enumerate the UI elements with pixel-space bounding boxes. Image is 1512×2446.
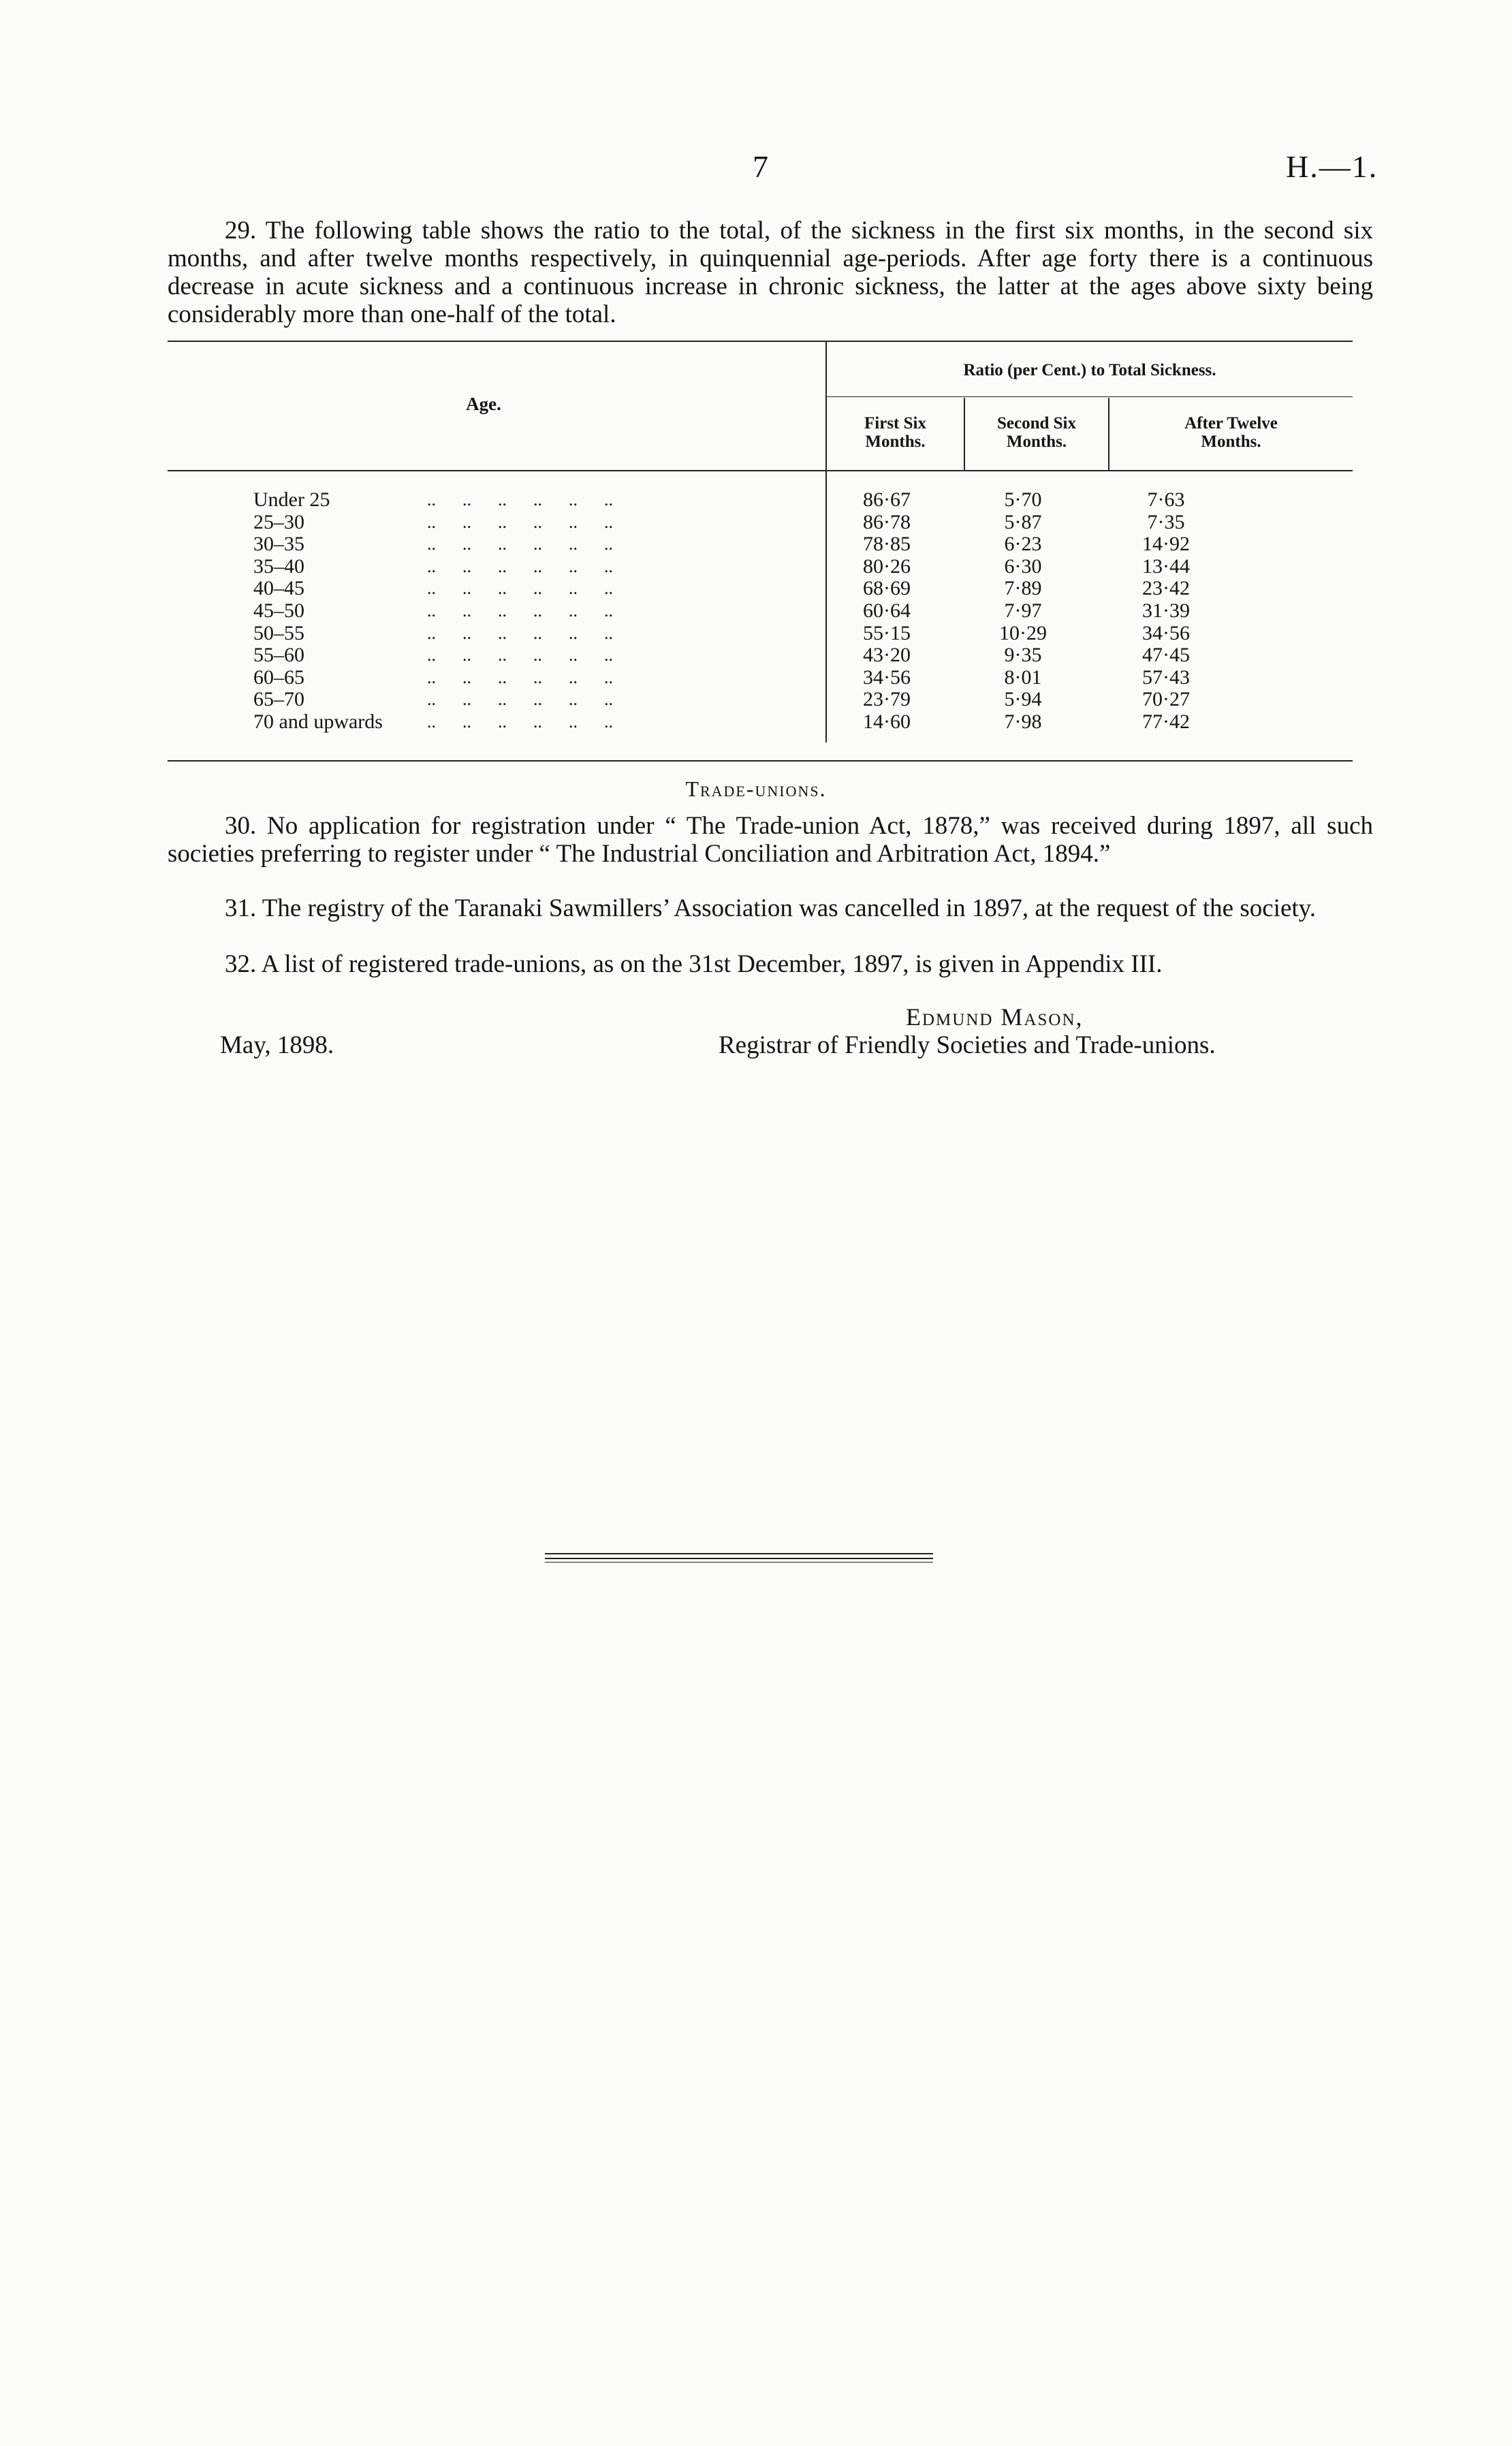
age-cell: Under 25 [253, 488, 330, 511]
second-six-months-value: 7·97 [1004, 599, 1042, 622]
signature-name: Edmund Mason, [906, 1003, 1084, 1031]
after-twelve-months-value: 7·63 [1147, 488, 1185, 511]
document-reference: H.—1. [1286, 149, 1379, 184]
table-divider-age [825, 341, 827, 471]
after-twelve-months-value: 57·43 [1142, 665, 1190, 689]
first-six-months-value: 43·20 [863, 644, 911, 667]
first-six-months-value: 80·26 [863, 554, 911, 578]
table-header-rule [168, 470, 1353, 471]
second-six-months-value: 5·70 [1004, 488, 1042, 511]
first-six-months-value: 68·69 [863, 577, 911, 600]
age-cell: 65–70 [253, 688, 304, 711]
after-twelve-months-header [1109, 414, 1353, 451]
first-six-months-value: 34·56 [863, 665, 911, 689]
leader-dots: .. .. .. .. .. .. [427, 689, 613, 710]
table-group-rule [827, 396, 1353, 397]
age-cell: 40–45 [253, 577, 304, 600]
first-six-months-value: 14·60 [863, 710, 911, 733]
after-twelve-months-value: 13·44 [1142, 554, 1190, 578]
leader-dots: .. .. .. .. .. .. [427, 667, 613, 687]
second-six-months-value: 8·01 [1004, 665, 1042, 689]
paragraph-32: 32. A list of registered trade-unions, as on the 31st December, 1897, is given in Appendix III. [225, 950, 1163, 978]
closing-rule-bottom [545, 1562, 933, 1563]
age-cell: 25–30 [253, 510, 304, 533]
after-twelve-months-value: 77·42 [1142, 710, 1190, 733]
after-twelve-months-header-line1: After Twelve [1184, 414, 1278, 433]
age-column-header: Age. [466, 394, 501, 414]
after-twelve-months-value: 23·42 [1142, 577, 1190, 600]
paragraph-30: 30. No application for registration under “ The Trade-union Act, 1878,” was received during 1897, all such societies preferring to register under “ The Industrial Conciliation and Arbitration Act, 1894.” [168, 812, 1373, 868]
after-twelve-months-value: 14·92 [1142, 533, 1190, 556]
leader-dots: .. .. .. .. .. .. [427, 512, 613, 532]
first-six-months-value: 60·64 [863, 599, 911, 622]
after-twelve-months-header-line2: Months. [1201, 433, 1261, 451]
first-six-months-value: 55·15 [863, 621, 911, 644]
age-cell: 45–50 [253, 599, 304, 622]
first-six-months-value: 23·79 [863, 688, 911, 711]
closing-rule-top [545, 1553, 933, 1554]
table-top-rule [168, 341, 1353, 342]
second-six-months-header [965, 414, 1108, 451]
age-cell: 55–60 [253, 644, 304, 667]
signature-date: May, 1898. [220, 1031, 334, 1059]
second-six-months-value: 10·29 [999, 621, 1047, 644]
after-twelve-months-value: 70·27 [1142, 688, 1190, 711]
first-six-months-header-line1: First Six [864, 414, 926, 433]
paragraph-31: 31. The registry of the Taranaki Sawmillers’ Association was cancelled in 1897, at the request of the society. [225, 894, 1317, 922]
second-six-months-value: 5·87 [1004, 510, 1042, 533]
leader-dots: .. .. .. .. .. .. [427, 645, 613, 665]
age-cell: 35–40 [253, 554, 304, 578]
leader-dots: .. .. .. .. .. .. [427, 534, 613, 554]
second-six-months-value: 6·23 [1004, 533, 1042, 556]
section-heading: Trade-unions. [685, 777, 827, 801]
first-six-months-value: 86·67 [863, 488, 911, 511]
second-six-months-value: 7·89 [1004, 577, 1042, 600]
first-six-months-value: 86·78 [863, 510, 911, 533]
leader-dots: .. .. .. .. .. .. [427, 623, 613, 643]
leader-dots: .. .. .. .. .. .. [427, 712, 613, 732]
closing-rule-middle [545, 1558, 933, 1559]
after-twelve-months-value: 7·35 [1147, 510, 1185, 533]
leader-dots: .. .. .. .. .. .. [427, 490, 613, 509]
first-six-months-header [827, 414, 964, 451]
page-number: 7 [753, 149, 768, 184]
leader-dots: .. .. .. .. .. .. [427, 601, 613, 621]
leader-dots: .. .. .. .. .. .. [427, 578, 613, 599]
second-six-months-value: 5·94 [1004, 688, 1042, 711]
after-twelve-months-value: 34·56 [1142, 621, 1190, 644]
paragraph-29: 29. The following table shows the ratio to the total, of the sickness in the first six months, in the second six months, and after twelve months respectively, in quinquennial age-periods. After age forty there is a continuous decrease in acute sickness and a continuous increase in chronic sickness, the latter at the ages above sixty being considerably more than one-half of the total. [168, 217, 1373, 328]
age-cell: 70 and upwards [253, 710, 383, 733]
second-six-months-header-line1: Second Six [996, 414, 1076, 433]
leader-dots: .. .. .. .. .. .. [427, 556, 613, 576]
after-twelve-months-value: 31·39 [1142, 599, 1190, 622]
ratio-group-header: Ratio (per Cent.) to Total Sickness. [963, 361, 1216, 379]
age-cell: 60–65 [253, 665, 304, 689]
second-six-months-value: 9·35 [1004, 644, 1042, 667]
table-bottom-rule [168, 760, 1353, 762]
age-cell: 50–55 [253, 621, 304, 644]
second-six-months-value: 7·98 [1004, 710, 1042, 733]
age-cell: 30–35 [253, 533, 304, 556]
second-six-months-header-line2: Months. [1006, 433, 1067, 451]
after-twelve-months-value: 47·45 [1142, 644, 1190, 667]
second-six-months-value: 6·30 [1004, 554, 1042, 578]
first-six-months-header-line2: Months. [865, 433, 926, 451]
first-six-months-value: 78·85 [863, 533, 911, 556]
signature-title: Registrar of Friendly Societies and Trade-unions. [719, 1031, 1216, 1059]
